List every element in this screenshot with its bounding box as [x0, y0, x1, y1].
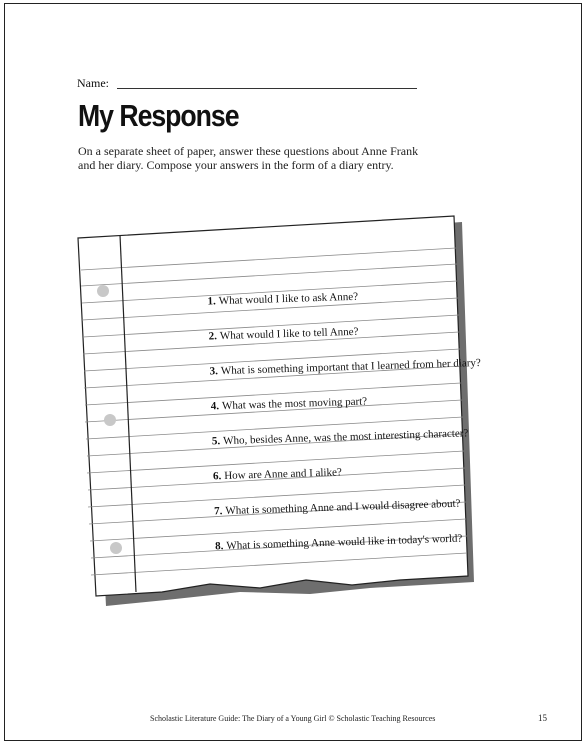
binder-hole — [110, 542, 122, 554]
binder-hole — [97, 285, 109, 297]
binder-hole — [104, 414, 116, 426]
question-item: 5. Who, besides Anne, was the most interesting character? — [211, 427, 469, 448]
question-item: 7. What is something Anne and I would disagree about? — [213, 497, 461, 518]
name-label: Name: — [77, 76, 109, 90]
instructions: On a separate sheet of paper, answer these questions about Anne Frank and her diary. Compose your answers in the form of a diary entry. — [78, 144, 419, 172]
question-item: 1. What would I like to ask Anne? — [207, 290, 359, 308]
page-number: 15 — [538, 713, 547, 723]
notebook-paper — [70, 210, 490, 610]
name-row — [77, 76, 417, 92]
name-line — [117, 88, 417, 89]
question-list — [190, 211, 540, 552]
footer-credit: Scholastic Literature Guide: The Diary of a Young Girl © Scholastic Teaching Resources — [150, 714, 436, 723]
question-item: 3. What is something important that I learned from her diary? — [209, 356, 481, 378]
question-item: 4. What was the most moving part? — [210, 395, 368, 413]
question-item: 2. What would I like to tell Anne? — [208, 325, 359, 343]
page-title: My Response — [78, 98, 239, 133]
question-item: 8. What is something Anne would like in today's world? — [215, 532, 463, 553]
question-item: 6. How are Anne and I alike? — [212, 466, 342, 483]
